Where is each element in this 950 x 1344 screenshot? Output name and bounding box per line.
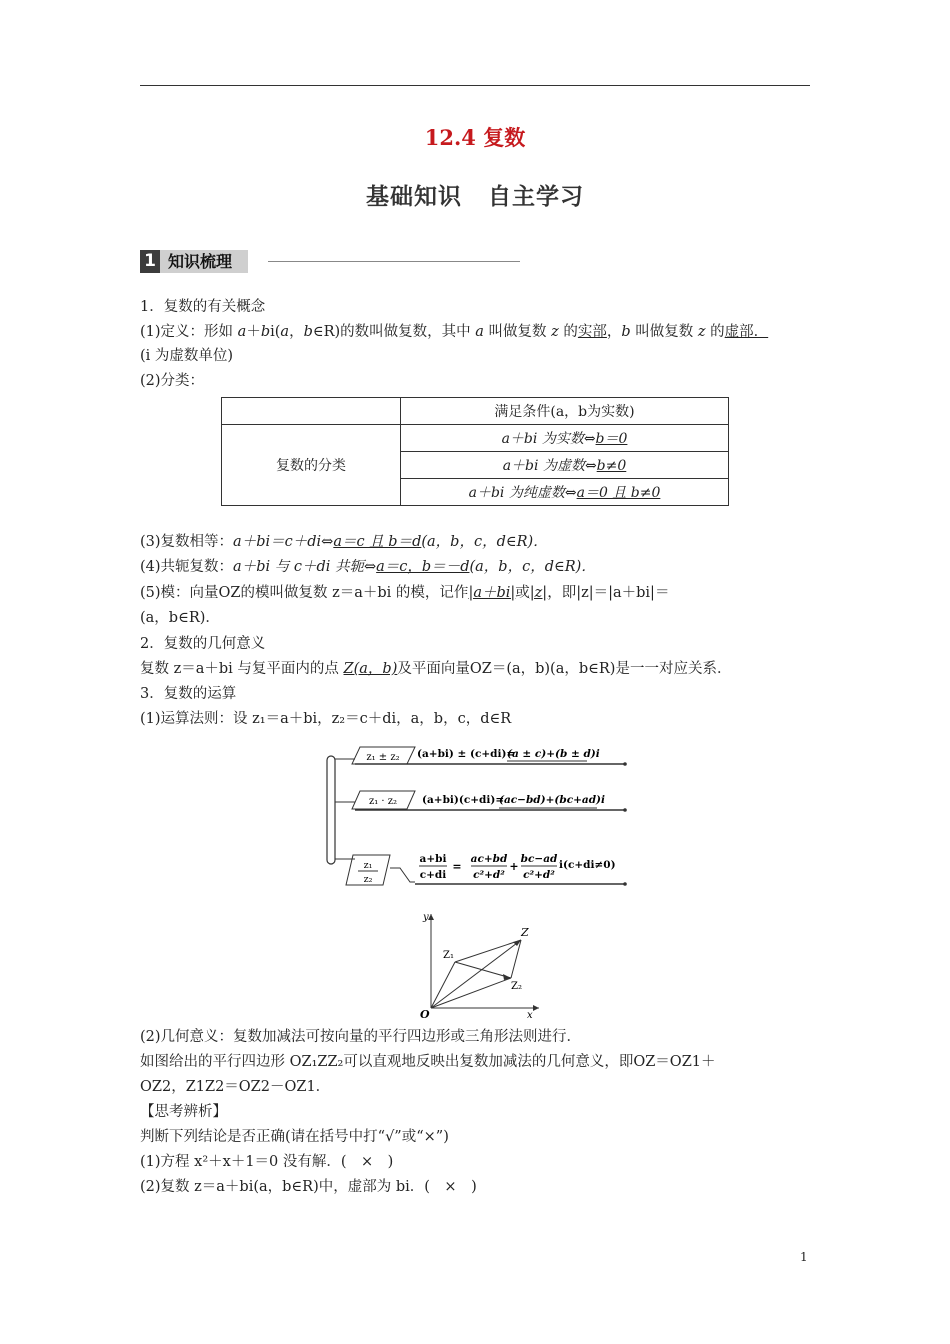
table-cell-pure: a＋bi 为纯虚数⇔a＝0 且 b≠0	[401, 479, 729, 506]
svg-text:+: +	[509, 860, 519, 873]
section-rule	[268, 261, 520, 262]
x-label: x	[527, 1010, 533, 1020]
vector-oz2	[431, 978, 511, 1008]
text-line-16: 【思考辨析】	[140, 1104, 227, 1120]
page-subtitle	[0, 178, 950, 211]
vector-oz1	[431, 962, 455, 1008]
svg-text:ac+bd: ac+bd	[470, 853, 508, 865]
text-line-10: 复数 z＝a＋bi 与复平面内的点 Z(a，b)及平面向量OZ＝(a，b)(a，b∈R)是一一对应关系．	[140, 661, 732, 677]
text-line-15: OZ2，Z1Z2＝OZ2－OZ1．	[140, 1079, 331, 1095]
top-rule	[140, 85, 810, 86]
svg-text:z₁: z₁	[363, 860, 373, 871]
op2-formula: (a+bi)(c+di)=	[422, 794, 505, 806]
text-line-17: 判断下列结论是否正确(请在括号中打“√”或“×”)	[140, 1129, 449, 1145]
text-line-9: 2．复数的几何意义	[140, 636, 266, 652]
table-row-label: 复数的分类	[222, 425, 401, 506]
point-z1-label: Z₁	[443, 950, 454, 961]
table-cell-imag: a＋bi 为虚数⇔b≠0	[401, 452, 729, 479]
classification-table	[221, 397, 729, 506]
answer-modulus-2: |z|	[529, 585, 548, 601]
table-header: 满足条件(a，b为实数)	[401, 398, 729, 425]
origin-label: O	[420, 1008, 430, 1020]
svg-text:i(c+di≠0): i(c+di≠0)	[559, 859, 616, 871]
vector-z1z2	[455, 962, 511, 978]
text-line-12: (1)运算法则：设 z₁＝a＋bi，z₂＝c＋di，a，b，c，d∈R	[140, 711, 512, 727]
operations-diagram	[325, 742, 635, 892]
bracket	[327, 756, 335, 864]
answer-point: Z(a，b)	[343, 661, 398, 677]
svg-text:=: =	[452, 860, 462, 873]
text-line-5: (3)复数相等：a＋bi＝c＋di⇔a＝c 且 b＝d(a，b，c，d∈R)．	[140, 534, 548, 550]
page-number: 1	[800, 1250, 808, 1264]
text-line-18: (1)方程 x²＋x＋1＝0 没有解．( × )	[140, 1154, 394, 1170]
op1-label: z₁ ± z₂	[366, 752, 400, 763]
text-line-7: (5)模：向量OZ的模叫做复数 z＝a＋bi 的模，记作|a＋bi|或|z|，即|z|＝|a＋bi|＝	[140, 585, 670, 601]
svg-text:bc−ad: bc−ad	[520, 853, 558, 865]
op1-formula: (a+bi) ± (c+di)=	[417, 748, 516, 760]
text-line-6: (4)共轭复数：a＋bi 与 c＋di 共轭⇔a＝c，b＝－d(a，b，c，d∈R)．	[140, 559, 596, 575]
answer-imag-part: 虚部．	[724, 324, 769, 340]
text-line-8: (a，b∈R)．	[140, 610, 220, 626]
text-line-19: (2)复数 z＝a＋bi(a，b∈R)中，虚部为 bi．( × )	[140, 1179, 477, 1195]
text-line-11: 3．复数的运算	[140, 686, 237, 702]
text-line-13: (2)几何意义：复数加减法可按向量的平行四边形或三角形法则进行．	[140, 1029, 582, 1045]
svg-text:z₂: z₂	[363, 874, 373, 885]
subtitle-right: 自主学习	[488, 184, 584, 210]
svg-text:c²+d²: c²+d²	[473, 869, 505, 881]
answer-conjugate: a＝c，b＝－d	[376, 559, 470, 575]
table-cell-real: a＋bi 为实数⇔b＝0	[401, 425, 729, 452]
point-z-label: Z	[521, 926, 529, 939]
section-heading	[140, 250, 248, 273]
subtitle-left: 基础知识	[366, 184, 462, 210]
svg-text:c²+d²: c²+d²	[523, 869, 555, 881]
svg-text:a+bi: a+bi	[419, 853, 447, 865]
answer-real-part: 实部	[577, 324, 607, 340]
y-label: y	[423, 912, 429, 923]
complex-plane-figure	[415, 908, 545, 1020]
svg-text:c+di: c+di	[419, 869, 447, 881]
section-number: 1	[140, 250, 160, 273]
op2-result: (ac−bd)+(bc+ad)i	[499, 794, 606, 806]
point-z2-label: Z₂	[511, 981, 522, 992]
page-title: 12.4 复数	[424, 125, 526, 150]
text-line-3: (i 为虚数单位)	[140, 348, 234, 364]
text-line-2: (1)定义：形如 a＋bi(a，b∈R)的数叫做复数，其中 a 叫做复数 z 的实部，b 叫做复数 z 的虚部．	[140, 324, 769, 340]
op2-label: z₁ · z₂	[368, 796, 398, 807]
text-line-4: (2)分类：	[140, 373, 205, 389]
section-label: 知识梳理	[160, 250, 248, 273]
text-line-1: 1．复数的有关概念	[140, 299, 266, 315]
answer-modulus-1: |a＋bi|	[468, 585, 516, 601]
answer-equality: a＝c 且 b＝d	[333, 534, 422, 550]
op1-result: (a ± c)+(b ± d)i	[507, 748, 600, 760]
text-line-14: 如图给出的平行四边形 OZ₁ZZ₂可以直观地反映出复数加减法的几何意义，即OZ＝OZ1＋	[140, 1054, 716, 1070]
